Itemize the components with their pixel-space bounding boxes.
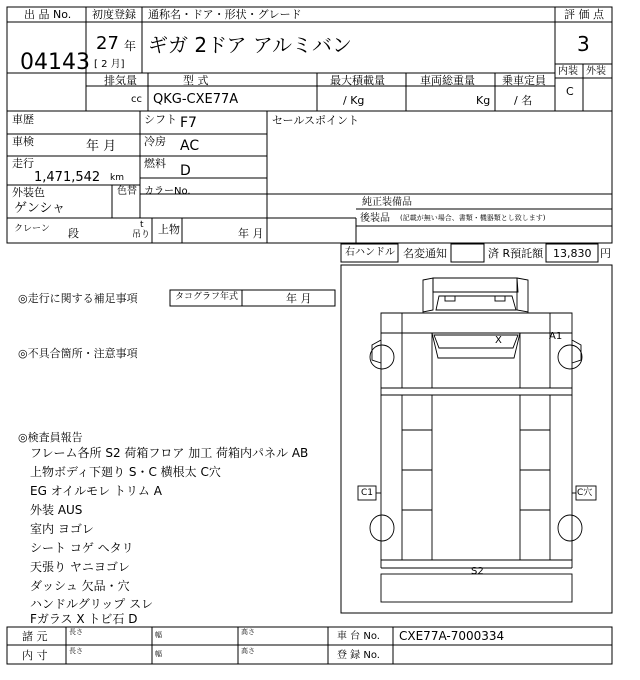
inspection-label: 車検 (12, 135, 34, 148)
dims-height-label: 高さ (241, 647, 255, 655)
interior-label: 内装 (558, 66, 578, 77)
sales-point-label: セールスポイント (272, 114, 360, 127)
capacity-label: 乗車定員 (502, 74, 546, 87)
genuine-equipment-label: 純正装備品 (362, 197, 412, 208)
history-label: 車歴 (12, 113, 34, 126)
mileage-value: 1,471,542 (34, 170, 101, 185)
crane-hook: 吊り (132, 230, 151, 240)
capacity-value: / 名 (514, 94, 533, 107)
specs-height-label: 高さ (241, 628, 255, 636)
lift-value: 年 月 (238, 227, 264, 240)
fuel-value: D (180, 163, 191, 179)
registration-label: 登 録 No. (337, 650, 380, 661)
chassis-label: 車 台 No. (337, 631, 380, 642)
specs-length-label: 長さ (69, 628, 83, 636)
color-change-label: 色替 (117, 186, 137, 197)
tacho-value: 年 月 (286, 292, 312, 305)
mileage-label: 走行 (12, 157, 34, 170)
report-line: EG オイルモレ トリム A (30, 484, 162, 498)
first-reg-year: 27 (96, 33, 119, 54)
recycle-value: 13,830 (553, 247, 592, 260)
interior-grade: C (566, 85, 574, 98)
report-line: シート コゲ ヘタリ (30, 541, 134, 555)
report-line: フレーム各所 S2 荷箱フロア 加工 荷箱内パネル AB (30, 446, 309, 460)
inspector-report-label: ◎検査員報告 (18, 431, 83, 444)
damage-mark-s2: S2 (471, 566, 484, 577)
max-load-label: 最大積載量 (330, 74, 385, 87)
first-reg-label: 初度登録 (92, 8, 136, 21)
report-line: 上物ボディ下廻り S・C 横根太 C穴 (30, 465, 221, 479)
dims-width-label: 幅 (155, 650, 162, 658)
exterior-label: 外装 (586, 66, 606, 77)
color-no-label: カラーNo. (144, 186, 191, 197)
crane-label: クレーン (14, 224, 50, 234)
running-notes-label: ◎走行に関する補足事項 (18, 292, 138, 305)
gross-weight-value: Kg (476, 94, 491, 107)
year-unit: 年 (124, 39, 137, 53)
max-load-value: / Kg (343, 94, 365, 107)
crane-ton: t (140, 220, 144, 230)
shift-label: シフト (144, 113, 177, 126)
model-code: QKG-CXE77A (153, 92, 239, 107)
aftermarket-note: (記載が無い場合、書類・機器類とし致します) (400, 214, 546, 222)
dims-length-label: 長さ (69, 647, 83, 655)
damage-mark-x: X (495, 335, 502, 346)
specs-width-label: 幅 (155, 631, 162, 639)
ac-value: AC (180, 138, 200, 154)
gross-weight-label: 車両総重量 (420, 74, 475, 87)
damage-mark-c1: C1 (361, 488, 374, 498)
report-line: ダッシュ 欠品・穴 (30, 579, 130, 593)
score-value: 3 (577, 32, 590, 56)
ac-label: 冷房 (144, 135, 166, 148)
crane-stage: 段 (68, 227, 79, 240)
score-label: 評 価 点 (564, 8, 604, 21)
lot-number: 04143 (20, 50, 90, 75)
tacho-label: タコグラフ年式 (175, 292, 239, 302)
damage-mark-a1: A1 (549, 331, 563, 342)
first-reg-month: [ 2 月] (94, 59, 125, 70)
defects-label: ◎不具合箇所・注意事項 (18, 347, 138, 360)
fuel-label: 燃料 (144, 157, 166, 170)
name-change-label: 名変通知 (403, 247, 447, 260)
car-name: ギガ 2ドア アルミバン (148, 33, 353, 57)
lift-label: 上物 (158, 223, 180, 236)
recycle-label: 済 R預託額 (488, 247, 544, 260)
report-line: 外装 AUS (30, 503, 83, 517)
damage-mark-c-hole: C穴 (577, 488, 593, 498)
lot-label: 出 品 No. (24, 8, 72, 21)
ext-color-value: ゲンシャ (14, 201, 66, 216)
mileage-unit: km (110, 173, 124, 183)
report-line: ハンドルグリップ スレ (30, 597, 154, 611)
car-name-label: 通称名・ドア・形状・グレード (148, 8, 302, 21)
report-line: 天張り ヤニヨゴレ (30, 560, 130, 574)
model-label: 型 式 (183, 74, 209, 87)
aftermarket-label: 後装品 (360, 213, 390, 224)
yen-unit: 円 (600, 247, 611, 260)
report-line: 室内 ヨゴレ (30, 522, 94, 536)
specs-label: 諸 元 (22, 630, 48, 643)
inspection-value: 年 月 (86, 139, 117, 154)
steering-badge: 右ハンドル (345, 247, 395, 258)
shift-value: F7 (180, 115, 197, 131)
ext-color-label: 外装色 (12, 186, 45, 199)
chassis-value: CXE77A-7000334 (399, 629, 505, 643)
dims-label: 内 寸 (22, 649, 48, 662)
displacement-label: 排気量 (104, 74, 137, 87)
report-line: Fガラス X トビ石 D (30, 612, 138, 626)
displacement-unit: cc (131, 94, 142, 105)
